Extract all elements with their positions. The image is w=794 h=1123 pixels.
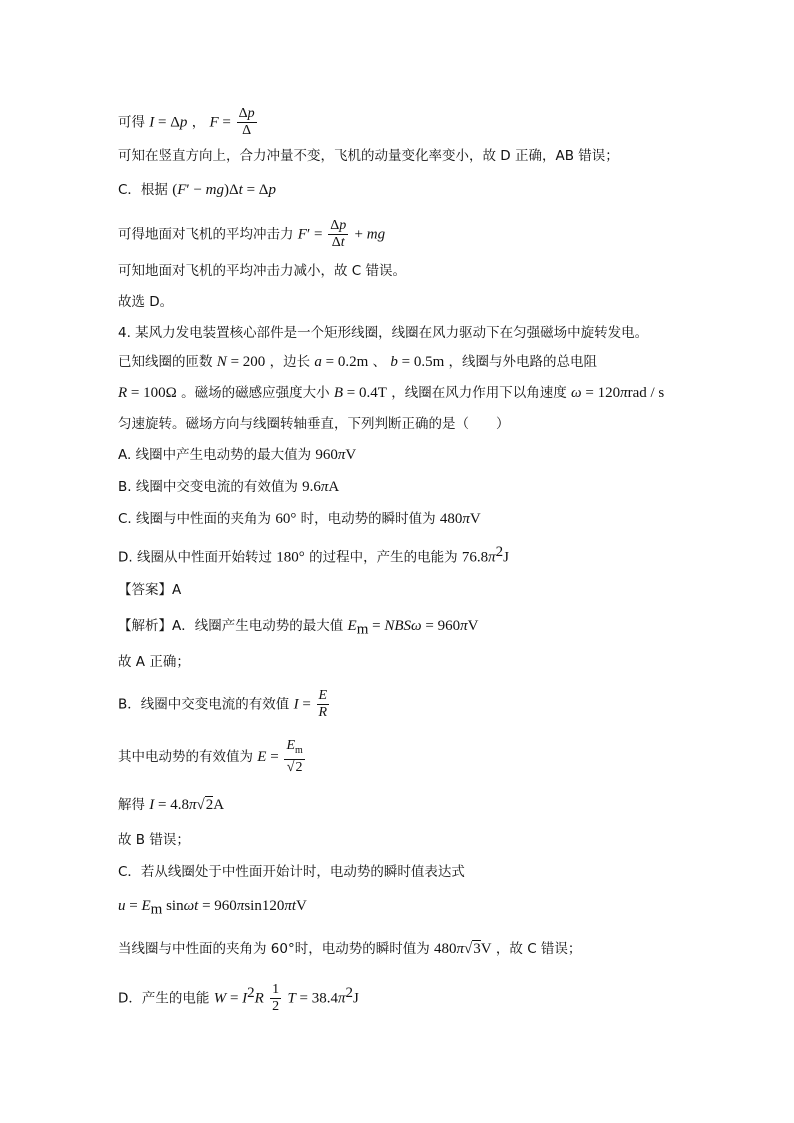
analysis-b-effective: 其中电动势的有效值为 E = $\frac{E_m}{√2}$ <box>118 738 303 775</box>
text: ， <box>191 114 206 131</box>
option-c: C. 线圈与中性面的夹角为 60° 时，电动势的瞬时值为 480πV <box>118 511 481 527</box>
fraction: $\frac{\Delta p}{\Delta}$ <box>238 106 255 138</box>
question-4-line-4: 匀速旋转。磁场方向与线圈转轴垂直，下列判断正确的是（ ） <box>118 416 510 432</box>
formula-line-force: 可得地面对飞机的平均冲击力 F′ = $\frac{\Delta p}{\Delta t}$ + mg <box>118 218 386 250</box>
option-b: B. 线圈中交变电流的有效值为 9.6πA <box>118 479 340 495</box>
formula-line-c: C．根据 (F′ − mg)Δt = Δp <box>118 182 276 198</box>
text-line: 故 A 正确； <box>118 654 190 670</box>
analysis-b-result: 解得 I = 4.8π√2A <box>118 797 225 813</box>
text: 可得 <box>118 114 145 131</box>
question-4-line-3: R = 100Ω 。磁场的磁感应强度大小 B = 0.4T ，线圈在风力作用下以角速度 ω = 120πrad / s <box>118 385 665 401</box>
option-a: A. 线圈中产生电动势的最大值为 960πV <box>118 447 357 463</box>
analysis-b: B．线圈中交变电流的有效值 I = $\frac{E}{R}$ <box>118 688 328 720</box>
analysis-d: D．产生的电能 $W = I^2R$ $\frac{1}{2}$ $T = 38.4\pi^2J$ <box>118 982 359 1014</box>
question-4-line-2: 已知线圈的匝数 N = 200 ，边长 a = 0.2m 、 b = 0.5m ，线圈与外电路的总电阻 <box>118 354 598 370</box>
question-4-stem: 4. 某风力发电装置核心部件是一个矩形线圈，线圈在风力驱动下在匀强磁场中旋转发电。 <box>118 325 649 341</box>
formula-instantaneous: $u = E_m$ sinωt = 960πsin120πtV <box>118 898 307 918</box>
formula-line-impulse: 可得 I = Δp ， F = $\frac{\Delta p}{\Delta}$ <box>118 106 255 138</box>
text-line: 故选 D。 <box>118 294 174 310</box>
answer: 【答案】A <box>118 582 182 598</box>
text-line: 可知地面对飞机的平均冲击力减小，故 C 错误。 <box>118 263 407 279</box>
option-d: D. 线圈从中性面开始转过 180° 的过程中，产生的电能为 $76.8\pi^2J$ <box>118 544 509 566</box>
text-line: C．若从线圈处于中性面开始计时，电动势的瞬时值表达式 <box>118 864 465 880</box>
analysis-c-result: 当线圈与中性面的夹角为 60°时，电动势的瞬时值为 480π√3V ，故 C 错误； <box>118 941 582 957</box>
text-line: 可知在竖直方向上，合力冲量不变，飞机的动量变化率变小，故 D 正确，AB 错误； <box>118 148 619 164</box>
analysis-a: 【解析】A．线圈产生电动势的最大值 $E_m = NBS\omega = 960\pi V$ <box>118 618 479 638</box>
text-line: 故 B 错误； <box>118 832 190 848</box>
